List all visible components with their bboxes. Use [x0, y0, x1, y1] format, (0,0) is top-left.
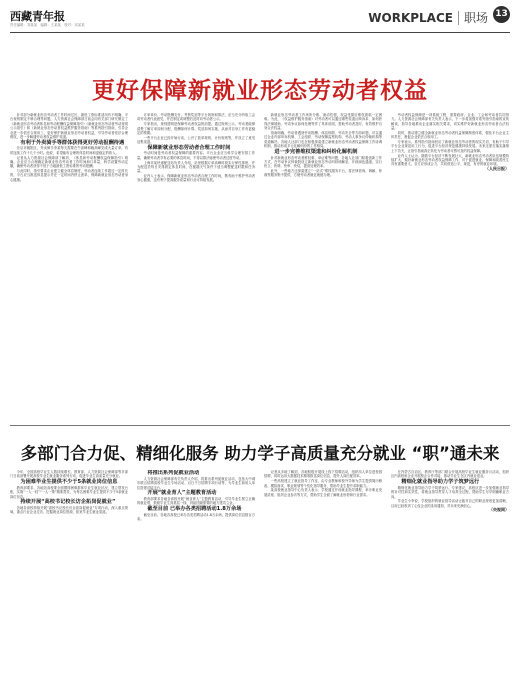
article2-body	[10, 470, 510, 692]
article1-subhead-2: 保障新就业形态劳动者合理工作时间	[147, 144, 231, 151]
paragraph: 记者从人力资源社会保障部了解到，《休息和劳动报酬权益保障指引》明确，企业应当合理确定新就业形态劳动者工作时间和订单量，科学设置劳动定额，确保劳动者获得不低于当地最低工资标准的劳动报酬。	[10, 155, 128, 169]
section-name-cn: 职场	[458, 11, 488, 25]
article1-column-1	[10, 113, 128, 418]
paragraph: 在内蒙古自治区，教育厅等部门联合开展高校毕业生就业服务月活动，组织区内高校和企业开展校企合作对接，推动毕业生在区内就业创业。	[391, 470, 509, 479]
paragraph: 记者从多地了解到，各地积极开展线上线下招聘活动，组织用人单位进校园招聘，同时运用大数据技术精准推送岗位信息，提升人岗匹配效率。	[264, 470, 382, 479]
paragraph: 今年，全国高校毕业生人数持续增长。教育部、人力资源社会保障部等多部门日前部署开展高校毕业生就业服务系列行动，促进毕业生高质量充分就业。	[10, 470, 128, 479]
paragraph: 毕业生小李说，学校组织的就业指导活动让她对自己的职业规划更加清晰，目前已经收到了心仪企业的录用通知，对未来充满信心。	[391, 499, 509, 508]
article2-column-1	[10, 470, 128, 692]
masthead-rule	[10, 32, 510, 33]
paragraph: 同时，推动建立健全新就业形态劳动者权益保障制度体系，强化平台企业主体责任，督促企业依法合规用工。	[391, 130, 509, 140]
article2-column-3	[264, 470, 382, 692]
paragraph: 业内人士认为，随着平台经济不断发展壮大，新就业形态劳动者队伍规模持续扩大，做好新就业形态劳动者权益保障工作，对于促进就业、保障和改善民生具有重要意义。各方应形成合力，共同营造公平、规范、有序的就业环境。	[391, 153, 509, 167]
article2-byline: （央视网）	[489, 507, 509, 513]
article1-byline: （人民日报）	[485, 166, 509, 172]
paragraph: 某高校就业指导中心负责人表示，学校通过开设就业指导课程、举办职业发展讲座、组织企业参访等方式，帮助学生全面了解就业形势和行业需求。	[264, 488, 382, 497]
paragraph: 人力资源社会保障部有关负责人介绍，将推出系列促就业活动，包括大中城市联合招聘高校毕业生专场活动、百日千万招聘专项行动等，为毕业生和用人单位搭建对接平台。	[137, 476, 255, 490]
article2-column-2	[137, 470, 255, 692]
article2-column-4	[391, 470, 509, 692]
paragraph: 专家表示，系列指引指南回应了新就业形态劳动者的现实关切，有助于引导平台企业规范用工行为，促进平台经济规范健康持续发展。未来还需在落实落细上下功夫，让指引指南真正转化为劳动者可感可及的权益保障。	[391, 140, 509, 153]
article1-column-4	[391, 113, 509, 418]
article1-column-3	[264, 113, 382, 418]
paragraph: 订单单价、劳动报酬支付、考核奖惩等平台规则和算法，应当充分听取工会或劳动者代表意见，并在制定或调整后及时向劳动者公示。	[137, 113, 255, 122]
paragraph: 针对新就业形态劳动者维权难、举证难等问题，各地人社部门积极创新工作方式，在劳动争议仲裁院设立新就业形态劳动纠纷调解室，开辟绿色通道，实行快立、快调、快审、快结，提高处理效率。	[264, 155, 382, 169]
article2-subhead-2: 持续开展“高校书记校长访企拓岗促就业”	[20, 499, 116, 506]
paragraph: 一些高校建立了就业指导工作室，由专业教师和校外导师为学生提供简历修改、模拟面试、职业规划等个性化指导服务，帮助毕业生提升求职能力。	[264, 479, 382, 488]
article1-subhead-1: 有利于外卖骑手等群体获得更好劳动报酬待遇	[20, 139, 125, 146]
paragraph: 劳动者权益保障是一项系统工程，需要政府、企业、工会和劳动者共同努力。人力资源社会保障部有关负责人表示，下一步将加强对系列指引指南的宣传解读，指导各地推动企业落实相关要求，切实维护好新就业形态劳动者合法权益。	[391, 113, 509, 131]
article1-subhead-3: 进一步完善维权渠道和纠纷化解机制	[274, 148, 358, 155]
paragraph: 北京市朝阳区，外卖骑手李某每天需要在午高峰和晚高峰完成大量订单，有时连续工作十几个小时。他说，希望能有合理的休息时间和更稳定的收入。	[10, 146, 128, 155]
editor-credits: 责任编辑：刘某某 编辑：王某某 校对：宋某某	[10, 23, 85, 27]
newspaper-logo: 西藏青年报	[10, 10, 65, 23]
paragraph: 各地各高校持续开展“高校书记校长访企拓岗促就业”专项行动，深入重点领域、重点行业企业走访，挖掘就业岗位资源，拓宽毕业生就业渠道。	[10, 506, 128, 515]
paragraph: 一些平台企业已经开始行动，公开了派单规则、计价规则等，并设立了意见征集渠道。	[137, 135, 255, 145]
article2-subhead-4: 开展“就业育人”主题教育活动	[147, 490, 217, 497]
article2-subhead-5: 截至目前 已举办各类招聘活动1.8万余场	[147, 506, 242, 513]
article2-subhead-6: 精细化就业指导助力学子筑梦远行	[401, 479, 480, 486]
article-divider	[10, 425, 510, 426]
article2-subhead-3: 将推出系列促就业活动	[147, 470, 200, 476]
paragraph: 截至目前，各地各高校已举办各类招聘活动1.8万余场，提供岗位信息数百万条。	[137, 512, 255, 522]
masthead	[10, 6, 510, 32]
section-name-en: WORKPLACE	[368, 11, 453, 25]
article1-body	[10, 113, 510, 418]
paragraph: 精细化就业指导助力学子筑梦远行。专家建议，高校应进一步加强就业指导的针对性和实效性，将就业指导贯穿人才培养全过程，帮助学生尽早明确职业方向。	[391, 485, 509, 499]
article2-headline: 多部门合力促、精细化服务 助力学子高质量充分就业 “职”通未来	[20, 444, 500, 463]
paragraph: 新就业形态劳动者工作场所分散、流动性强，权益受损后维权面临一定困难。为此，《权益维护服务指南》对劳动者可以通过哪些渠道反映诉求、如何获得法律援助、劳动争议如何处理等作了具体说明，帮助劳动者及时、有效维护自身合法权益。	[264, 113, 382, 131]
article2-subhead-1: 为困难毕业生提供不少于5条就业岗位信息	[20, 479, 118, 486]
paragraph: 指南明确，劳动者遇到劳动报酬、休息休假、劳动安全等方面问题，可以通过企业内部申诉机制、工会组织、劳动保障监察机构、劳动人事争议仲裁机构等渠道解决。各地人社部门也在积极探索建立新就业形态劳动者权益保障工作协调机制，推动形成多元化解纠纷的工作格局。	[264, 130, 382, 149]
section-label	[368, 9, 488, 26]
paragraph: 此外，一些地方还探索建立“一站式”维权服务平台，将法律咨询、调解、仲裁等服务集中提供，方便劳动者就近就便办理。	[264, 169, 382, 178]
page-number-badge: 13	[493, 6, 510, 23]
paragraph: 教育部要求，各地各高校要全面摸排困难群体毕业生就业状况，建立帮扶台账，实施“一人一档”“一人一策”精准帮扶，为每名困难毕业生提供不少于5条就业岗位信息。	[10, 485, 128, 499]
article1-column-2	[137, 113, 255, 418]
paragraph: 业内人士表示，保障新就业形态劳动者合理工作时间，既有助于维护劳动者身心健康，也有利于提高服务质量和行业可持续发展。	[137, 174, 255, 183]
paragraph: 针对部分新就业形态劳动者工作时间过长、最低工资标准适用有不明确、平台规则制定不够合理等问题，人力资源社会保障部日前会同有关部门研究制定了《新就业形态劳动者休息和劳动报酬权益保障指引》《新就业形态劳动者劳动规则公示指引》和《新就业形态劳动者权益维护服务指南》等系列指引指南，引导企业进一步依法合规用工，更好保护新就业形态劳动者权益，引导劳动者依法合理维权，进一步畅通劳动者权益维护渠道。	[10, 113, 128, 140]
article1-headline: 更好保障新就业形态劳动者权益	[92, 78, 428, 104]
paragraph: 教育部要求各地各高校开展“就业育人”主题教育活动，引导毕业生树立正确的就业观，鼓励毕业生到基层一线、到祖国最需要的地方建功立业。	[137, 496, 255, 506]
paragraph: 专家指出，规则透明是保障劳动者权益的前提。通过规则公示，劳动者能够清楚了解订单如何分配、报酬如何计算、奖惩如何实施，从而对自身工作有更稳定的预期。	[137, 122, 255, 135]
paragraph: 劳动时间是劳动者权益保障的重要内容。平台企业应当科学合理安排工作量，确保劳动者享有必要的休息时间，不得以算法驱使劳动者过度劳动。	[137, 151, 255, 160]
paragraph: 上海市某快递配送站负责人介绍，站里根据订单高峰时段实行弹性排班，并为配送员每日安排固定休息时间，在极端天气条件下适当调整配送时限和任务量。	[137, 160, 255, 174]
paragraph: 与此同时，指引要求企业建立健全休息制度，劳动者连续工作超过一定时长的，平台应当推送休息提示并在一定时间内停止派单，保障新就业形态劳动者身心健康。	[10, 169, 128, 182]
